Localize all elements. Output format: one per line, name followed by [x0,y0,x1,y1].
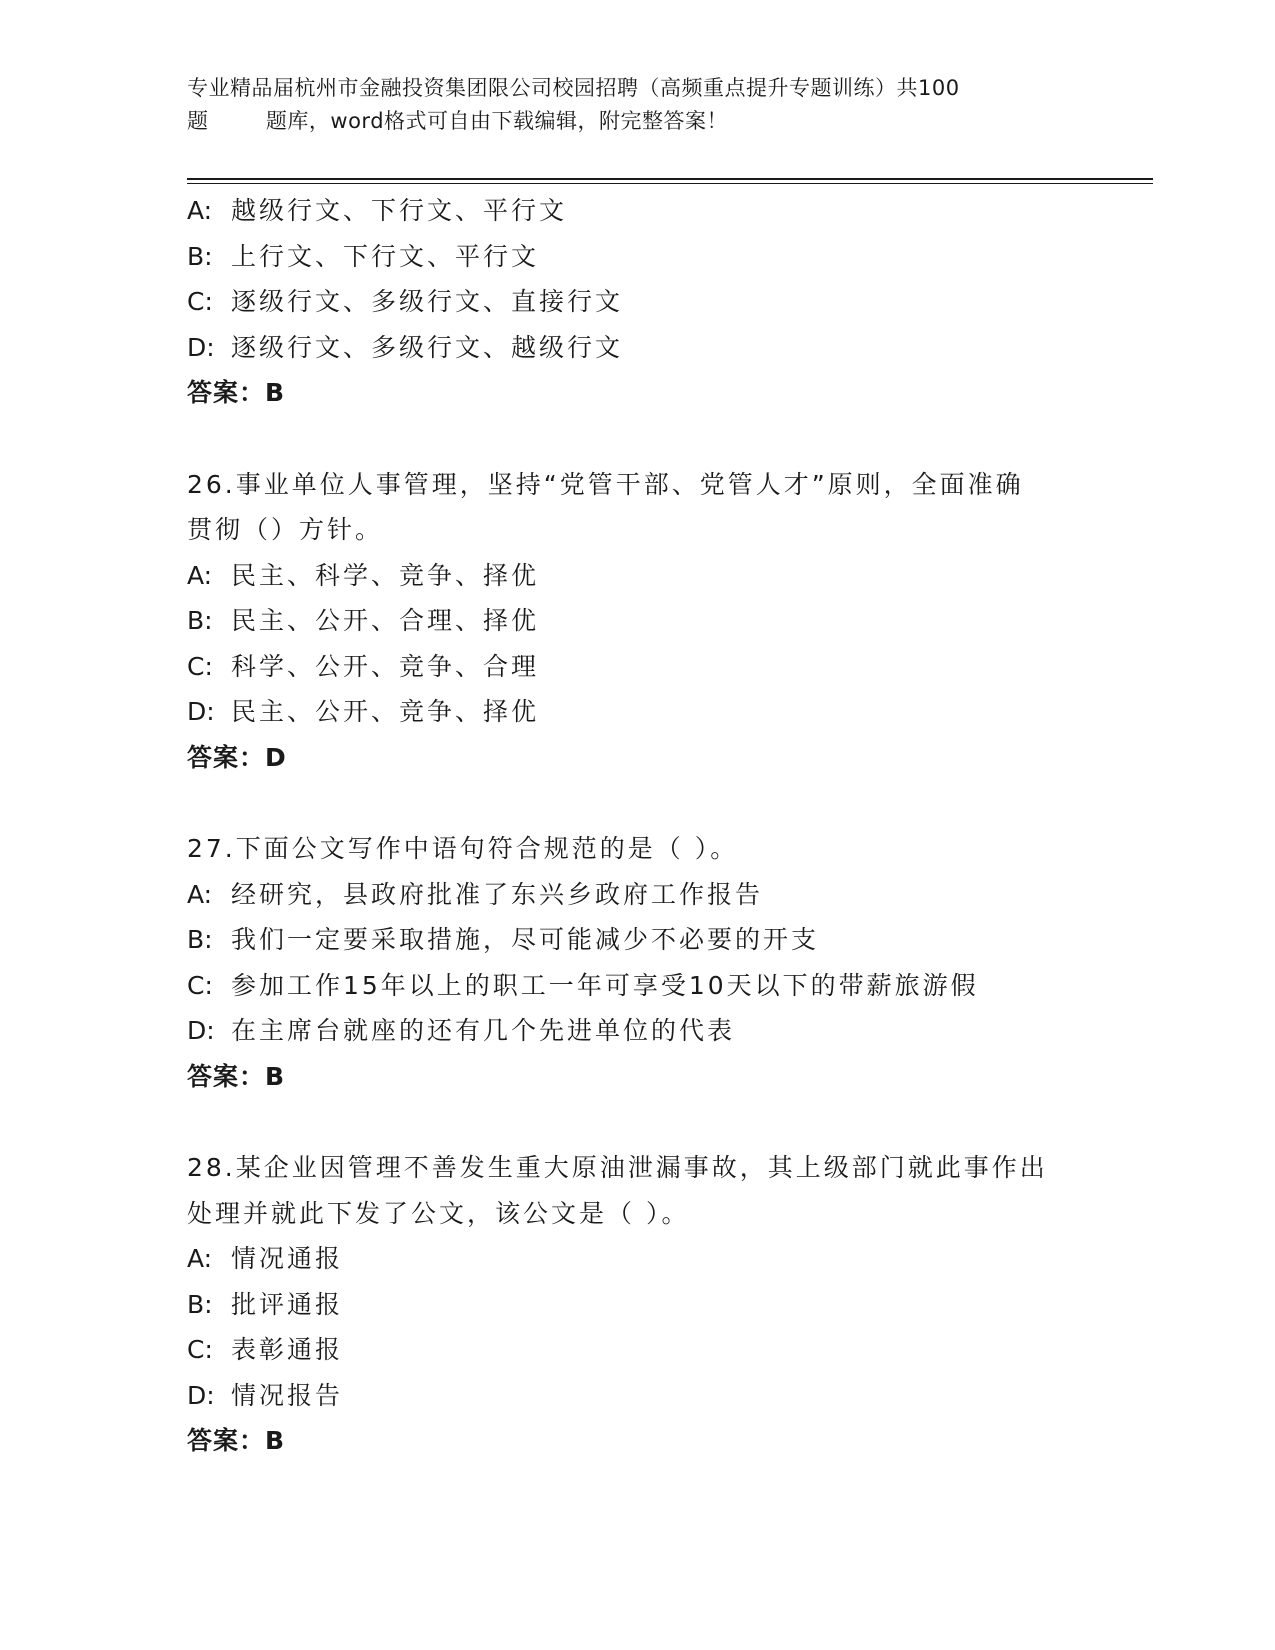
option-a [187,1236,1087,1282]
option-b [187,917,1087,963]
answer: 答案：B [187,378,286,407]
option-a [187,553,1087,599]
question-27 [187,826,1087,1099]
page-header [187,72,1087,138]
option-text: 民主、公开、合理、择优 [231,606,540,635]
option-text: 上行文、下行文、平行文 [231,241,540,271]
option-label: B: [187,925,213,954]
option-d [187,689,1087,735]
option-label: A: [187,196,213,225]
option-label: C: [187,651,213,681]
question-26 [187,462,1087,781]
option-text: 在主席台就座的还有几个先进单位的代表 [231,1016,736,1045]
option-d [187,1373,1087,1419]
option-label: D: [187,697,215,726]
option-label: B: [187,241,213,271]
question-text-cont: 处理并就此下发了公文，该公文是（ ）。 [187,1198,690,1228]
option-label: C: [187,970,213,1000]
option-c [187,644,1087,690]
answer: 答案：B [187,1426,286,1455]
option-d [187,1008,1087,1054]
option-text: 表彰通报 [231,1335,344,1364]
option-label: A: [187,879,213,909]
option-b [187,1282,1087,1328]
option-text: 经研究，县政府批准了东兴乡政府工作报告 [231,879,764,909]
option-label: B: [187,606,213,635]
option-label: D: [187,1380,215,1410]
question-text-cont: 贯彻（）方针。 [187,515,384,544]
option-c [187,1327,1087,1373]
option-c [187,963,1087,1009]
option-text: 民主、科学、竞争、择优 [231,560,540,590]
option-c [187,279,1087,325]
question-28 [187,1145,1087,1464]
question-text: 28.某企业因管理不善发生重大原油泄漏事故，其上级部门就此事作出 [187,1153,1048,1182]
option-label: D: [187,1016,215,1045]
option-label: A: [187,560,213,590]
option-text: 民主、公开、竞争、择优 [231,697,540,726]
question-list [187,188,1087,1464]
option-text: 我们一定要采取措施，尽可能减少不必要的开支 [231,925,820,954]
header-line-2: 题 题库，word格式可自由下载编辑，附完整答案！ [187,109,729,133]
spacer [187,1099,1087,1145]
option-text: 逐级行文、多级行文、越级行文 [231,332,624,362]
option-a [187,872,1087,918]
question-text: 27.下面公文写作中语句符合规范的是（ ）。 [187,834,739,863]
spacer [187,780,1087,826]
header-rule-thick [187,178,1153,180]
option-text: 情况报告 [231,1380,344,1410]
header-rule-thin [187,183,1153,184]
spacer [187,416,1087,462]
option-label: C: [187,1335,213,1364]
option-text: 情况通报 [231,1244,344,1273]
option-text: 批评通报 [231,1289,344,1319]
option-label: B: [187,1289,213,1319]
option-text: 越级行文、下行文、平行文 [231,196,568,225]
option-d [187,325,1087,371]
header-line-1: 专业精品届杭州市金融投资集团限公司校园招聘（高频重点提升专题训练）共100 [187,76,960,100]
option-b [187,598,1087,644]
option-label: D: [187,332,215,362]
option-text: 逐级行文、多级行文、直接行文 [231,287,624,316]
option-b [187,234,1087,280]
option-a [187,188,1087,234]
option-label: A: [187,1244,213,1273]
option-text: 参加工作15年以上的职工一年可享受10天以下的带薪旅游假 [231,970,979,1000]
question-text: 26.事业单位人事管理，坚持“党管干部、党管人才”原则，全面准确 [187,469,1024,499]
option-text: 科学、公开、竞争、合理 [231,651,540,681]
answer: 答案：D [187,742,287,772]
question-25 [187,188,1087,416]
option-label: C: [187,287,213,316]
answer: 答案：B [187,1061,286,1091]
